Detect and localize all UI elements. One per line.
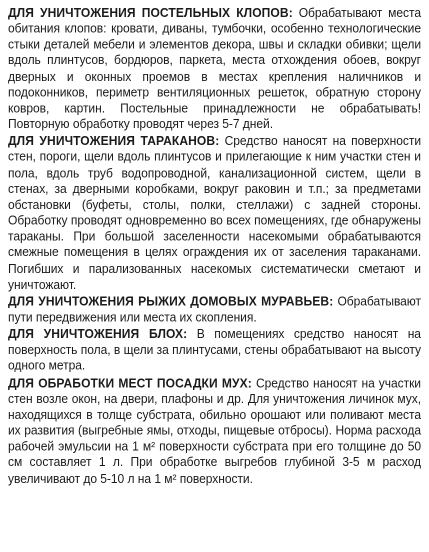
section-heading: ДЛЯ УНИЧТОЖЕНИЯ ТАРАКАНОВ:	[8, 133, 220, 149]
section-text: Средство наносят на поверхности стен, пороги, щели вдоль плинтусов и прилегающие к ним участки стен и пола, вдоль труб водопроводной, канализационной систем, щели в стенах, за дверными коробками, вокруг раковин и т.п.; за предметами обстановки (буфеты, столы, полки, стеллажи) с задней стороны. Обработку проводят одновременно во всех помещениях, где обнаружены тараканы. При большой заселенности насекомыми обрабатываются смежные помещения в целях ограждения их от заселения тараканами. Погибших и парализованных насекомых систематически сметают и уничтожают.	[8, 133, 421, 292]
section-text: Средство наносят на участки стен возле окон, на двери, плафоны и др. Для уничтожения личинок мух, находящихся в толще субстрата, обильно орошают или поливают места их развития (выгребные ямы, отходы, пищевые отбросы). Норма расхода рабочей эмульсии на 1 м² поверхности субстрата при его толщине до 50 см составляет 1 л. При обработке выгребов глубиной 3-5 м расход увеличивают до 5-10 л на 1 м² поверхности.	[8, 375, 421, 486]
section-bedbugs	[8, 5, 421, 132]
section-heading: ДЛЯ УНИЧТОЖЕНИЯ БЛОХ:	[8, 326, 188, 342]
section-flies	[8, 375, 421, 486]
section-cockroaches	[8, 134, 421, 293]
section-heading: ДЛЯ ОБРАБОТКИ МЕСТ ПОСАДКИ МУХ:	[8, 375, 252, 391]
section-fleas	[8, 327, 421, 375]
section-text: Обрабатывают места обитания клопов: кровати, диваны, тумбочки, особенно технологические стыки деталей мебели и элементов декора, швы и складки обивки; щели вдоль плинтусов, бордюров, паркета, места отхождения обоев, вокруг дверных и оконных проемов в местах крепления наличников и подоконников, периметр вентиляционных решеток, обратную сторону ковров, картин. Постельные принадлежности не обрабатывать! Повторную обработку проводят через 5-7 дней.	[8, 5, 421, 132]
section-text: В помещениях средство наносят на поверхность пола, в щели за плинтусами, стены обрабатывают на высоту одного метра.	[8, 326, 421, 374]
section-ants	[8, 294, 421, 326]
section-heading: ДЛЯ УНИЧТОЖЕНИЯ РЫЖИХ ДОМОВЫХ МУРАВЬЕВ:	[8, 293, 334, 309]
section-heading: ДЛЯ УНИЧТОЖЕНИЯ ПОСТЕЛЬНЫХ КЛОПОВ:	[8, 5, 293, 20]
section-text: Обрабатывают пути передвижения или места их скопления.	[8, 293, 421, 325]
